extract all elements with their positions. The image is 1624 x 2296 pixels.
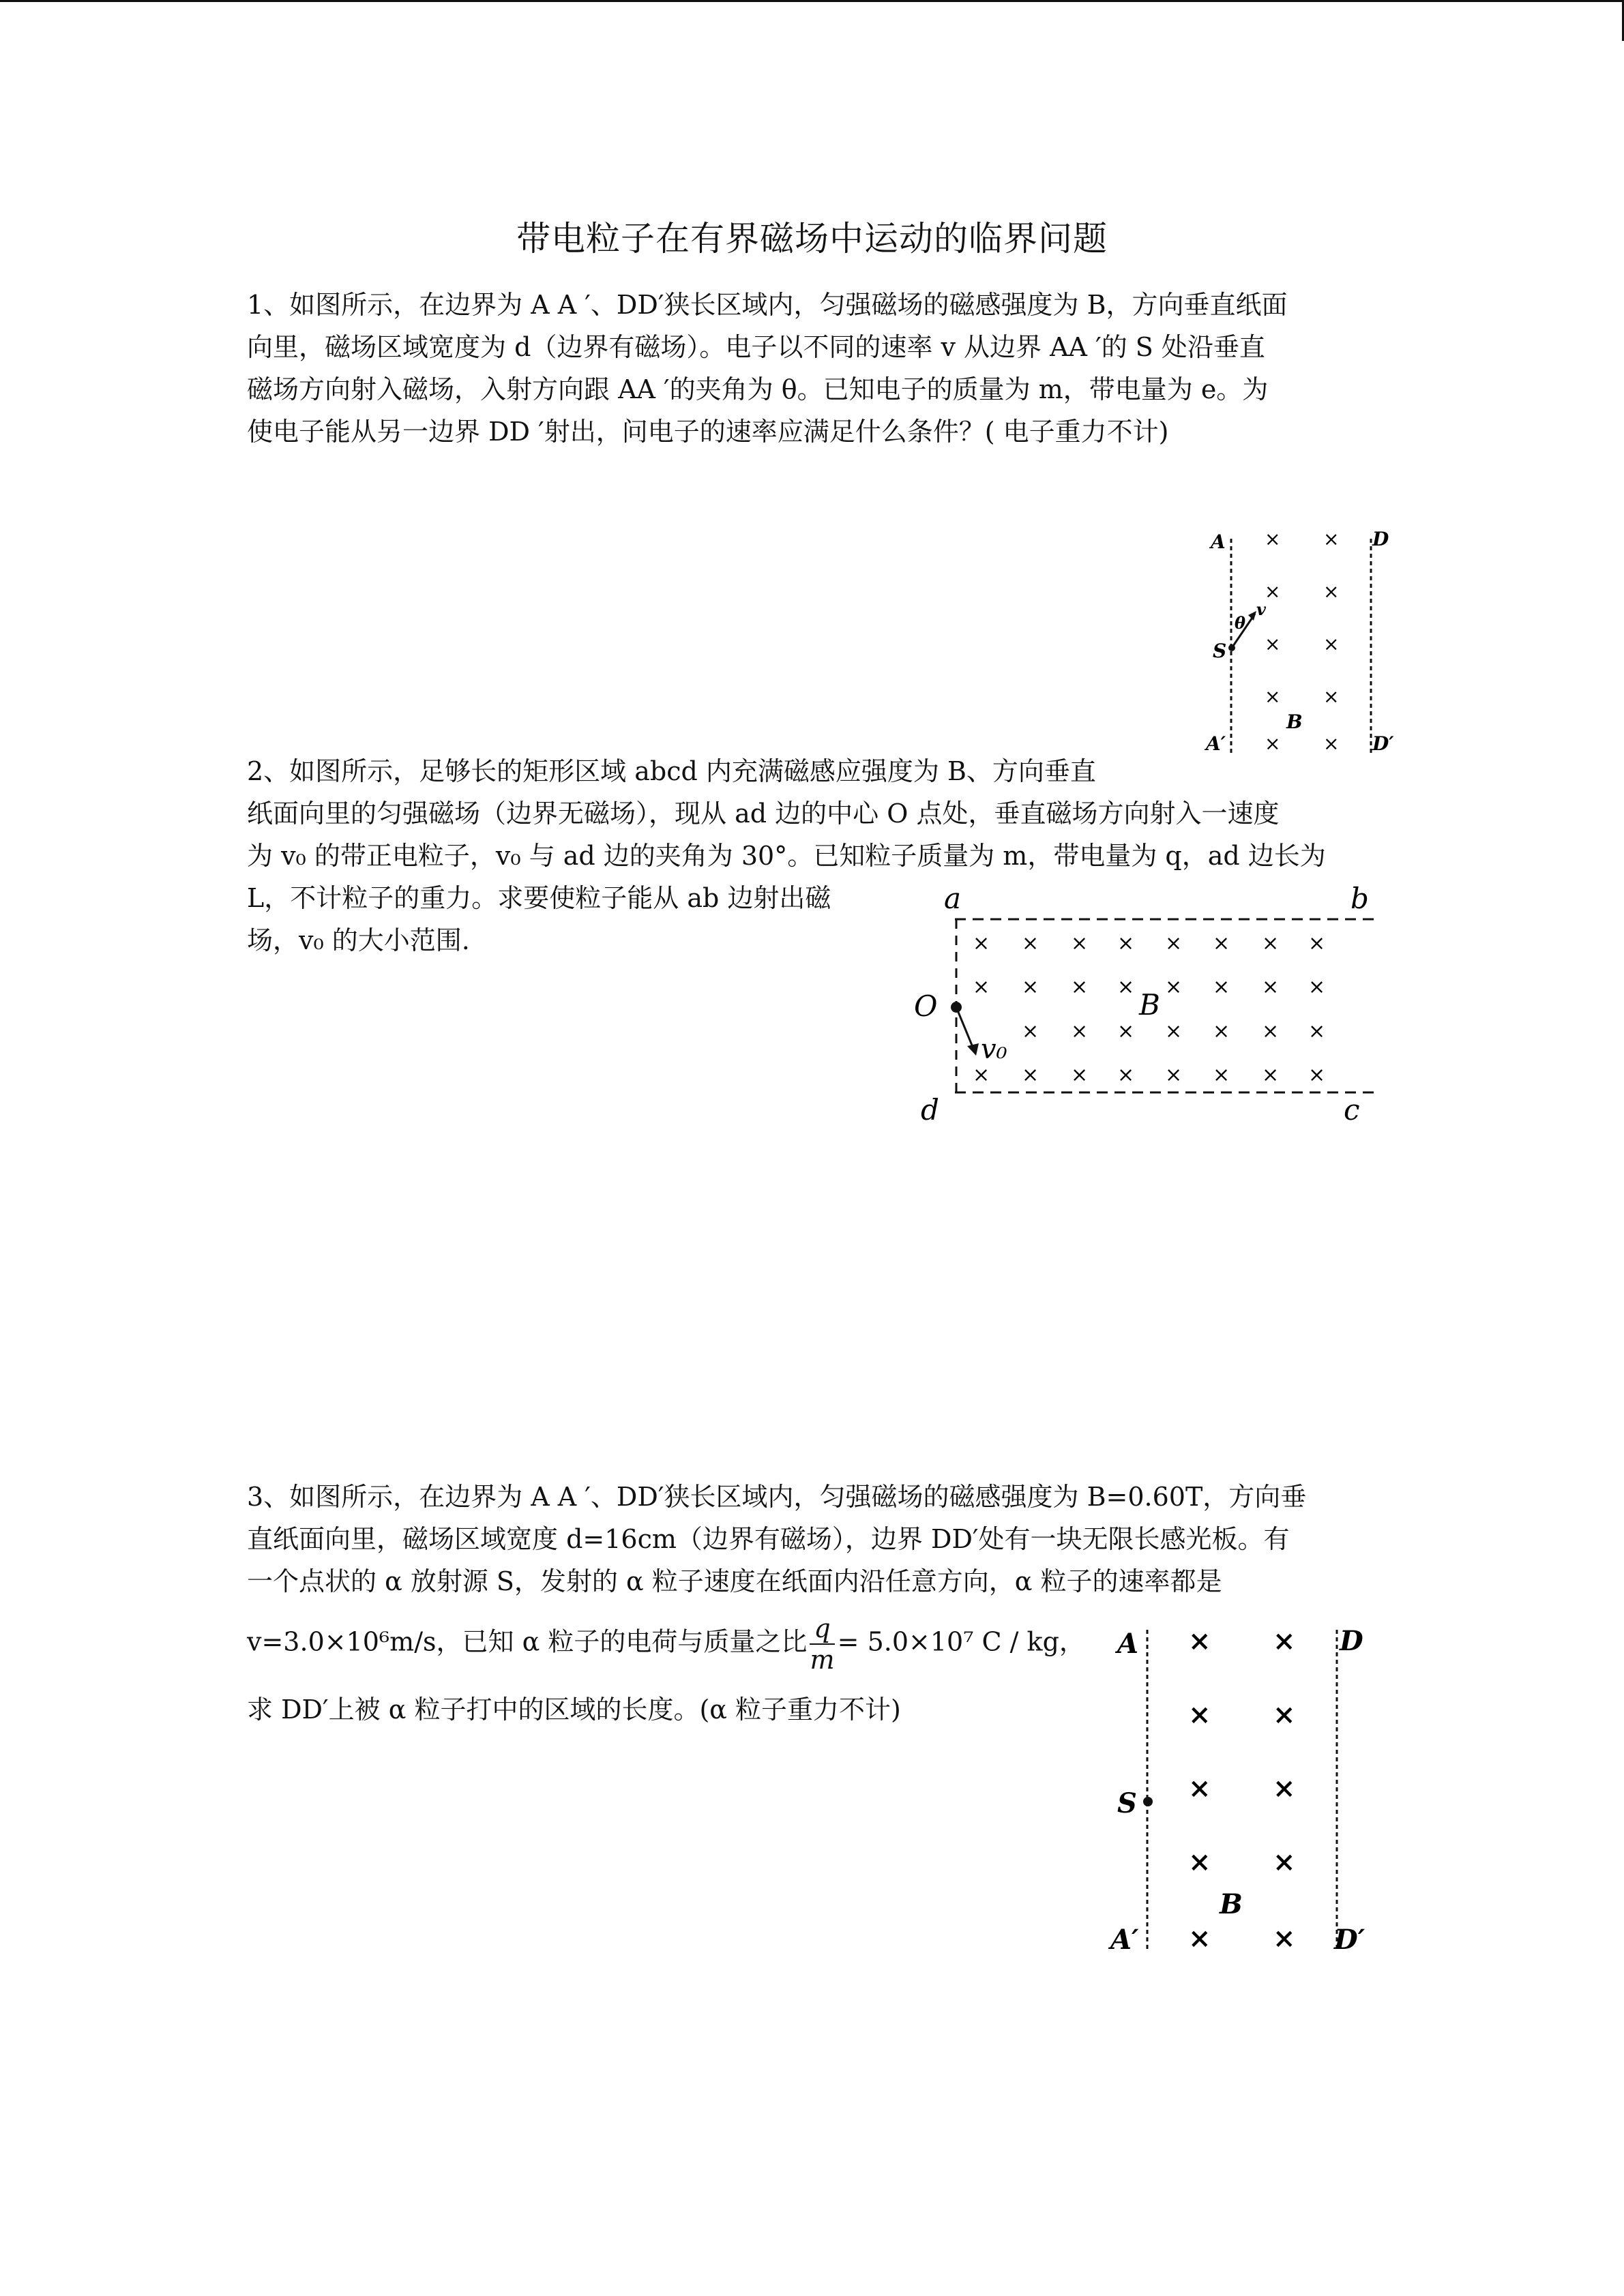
field-cross: × [1265, 528, 1281, 550]
label-d-prime: D′ [1372, 732, 1394, 755]
question-3-line-4-before: v=3.0×10⁶m/s，已知 α 粒子的电荷与质量之比 [247, 1626, 808, 1657]
label-a: A [1117, 1628, 1139, 1660]
label-a: a [944, 882, 962, 915]
field-cross: × [1273, 1922, 1296, 1954]
field-cross: × [1022, 975, 1039, 999]
field-cross: × [1262, 931, 1280, 955]
label-b: B [1286, 711, 1303, 733]
field-cross: × [1273, 1625, 1296, 1657]
field-cross: × [1213, 1019, 1230, 1043]
field-cross: × [1262, 1063, 1280, 1087]
field-cross: × [1273, 1772, 1296, 1804]
field-cross: × [1213, 1063, 1230, 1087]
question-3-line: 3、如图所示，在边界为 A A ′、DD′狭长区域内，匀强磁场的磁感强度为 B=0.60T，方向垂 [247, 1482, 1307, 1512]
field-cross: × [1188, 1772, 1211, 1804]
charge-mass-fraction [810, 1613, 834, 1675]
field-cross: × [1165, 931, 1183, 955]
field-cross: × [1323, 685, 1340, 708]
field-cross: × [1323, 633, 1340, 655]
question-1-line: 磁场方向射入磁场，入射方向跟 AA ′的夹角为 θ。已知电子的质量为 m，带电量为 e。为 [247, 374, 1269, 404]
question-3-line-4-after: = 5.0×10⁷ C / kg， [837, 1626, 1085, 1657]
label-s: S [1213, 640, 1227, 662]
field-cross: × [1188, 1846, 1211, 1878]
label-a: A [1211, 531, 1226, 553]
field-cross: × [1262, 1019, 1280, 1043]
label-b: B [1220, 1888, 1243, 1920]
field-cross: × [1273, 1699, 1296, 1731]
field-cross: × [1188, 1625, 1211, 1657]
question-3-line: 直纸面向里，磁场区域宽度 d=16cm（边界有磁场），边界 DD′处有一块无限长感光板。有 [247, 1524, 1290, 1554]
field-cross: × [1165, 975, 1183, 999]
velocity-arrowhead [967, 1043, 979, 1056]
field-cross: × [1117, 1063, 1135, 1087]
field-cross: × [1323, 580, 1340, 603]
field-cross: × [1022, 931, 1039, 955]
field-cross: × [973, 1063, 990, 1087]
field-cross: × [1117, 1019, 1135, 1043]
field-cross: × [1323, 528, 1340, 550]
label-o: O [914, 989, 938, 1023]
field-cross: × [1308, 975, 1326, 999]
field-cross: × [1308, 1019, 1326, 1043]
field-cross: × [1265, 580, 1281, 603]
label-a-prime: A′ [1110, 1924, 1139, 1956]
field-cross: × [1188, 1699, 1211, 1731]
top-border [0, 0, 1624, 2]
field-cross: × [1071, 1063, 1089, 1087]
question-3-line: 求 DD′上被 α 粒子打中的区域的长度。(α 粒子重力不计) [247, 1695, 901, 1725]
field-cross: × [1071, 1019, 1089, 1043]
label-d: d [921, 1093, 939, 1127]
field-cross: × [1071, 931, 1089, 955]
question-2-line: L，不计粒子的重力。求要使粒子能从 ab 边射出磁 [247, 883, 831, 913]
label-theta: θ [1235, 613, 1246, 633]
field-cross: × [1022, 1063, 1039, 1087]
field-cross: × [1273, 1846, 1296, 1878]
question-2-line: 2、如图所示，足够长的矩形区域 abcd 内充满磁感应强度为 B、方向垂直 [247, 756, 1096, 786]
field-cross: × [1323, 732, 1340, 755]
field-cross: × [1265, 732, 1281, 755]
question-1-text [247, 284, 1288, 453]
question-3-text [247, 1476, 1306, 1602]
label-a-prime: A′ [1206, 732, 1226, 755]
field-cross: × [1262, 975, 1280, 999]
field-cross: × [1022, 1019, 1039, 1043]
question-1-line: 使电子能从另一边界 DD ′射出，问电子的速率应满足什么条件？( 电子重力不计) [247, 417, 1169, 447]
label-b-field: B [1139, 988, 1160, 1022]
question-1-line: 向里，磁场区域宽度为 d（边界有磁场）。电子以不同的速率 v 从边界 AA ′的 S 处沿垂直 [247, 332, 1265, 362]
fraction-numerator: q [810, 1613, 834, 1645]
label-b: b [1350, 882, 1369, 915]
field-cross: × [1213, 931, 1230, 955]
fraction-denominator: m [810, 1645, 835, 1675]
page-title: 带电粒子在有界磁场中运动的临界问题 [516, 219, 1108, 258]
field-cross: × [1165, 1063, 1183, 1087]
field-cross: × [1117, 975, 1135, 999]
question-2-line: 场，v₀ 的大小范围. [247, 925, 470, 955]
question-1-figure [1200, 518, 1405, 764]
field-cross: × [973, 975, 990, 999]
field-cross: × [1265, 685, 1281, 708]
field-cross: × [1188, 1922, 1211, 1954]
field-cross: × [1071, 975, 1089, 999]
field-cross: × [973, 931, 990, 955]
question-2-line: 纸面向里的匀强磁场（边界无磁场），现从 ad 边的中心 O 点处，垂直磁场方向射入一速度 [247, 799, 1280, 829]
label-d: D [1372, 528, 1389, 550]
field-cross: × [1308, 931, 1326, 955]
question-1-line: 1、如图所示，在边界为 A A ′、DD′狭长区域内，匀强磁场的磁感强度为 B，方向垂直纸面 [247, 290, 1288, 320]
label-s: S [1117, 1787, 1137, 1819]
question-2-figure [900, 880, 1391, 1125]
field-cross: × [1265, 633, 1281, 655]
field-cross: × [1308, 1063, 1326, 1087]
label-c: c [1344, 1093, 1360, 1127]
label-d: D [1340, 1625, 1363, 1657]
field-cross: × [1165, 1019, 1183, 1043]
question-3-line-5 [247, 1688, 901, 1731]
label-v: v [1256, 599, 1266, 619]
question-2-line: 为 v₀ 的带正电粒子，v₀ 与 ad 边的夹角为 30°。已知粒子质量为 m，带电量为 q，ad 边长为 [247, 841, 1326, 871]
field-cross: × [1213, 975, 1230, 999]
question-3-figure [1105, 1616, 1378, 1964]
label-v0: v₀ [981, 1034, 1007, 1065]
question-3-line: 一个点状的 α 放射源 S，发射的 α 粒子速度在纸面内沿任意方向，α 粒子的速率都是 [247, 1566, 1222, 1596]
question-3-line-4 [247, 1613, 1085, 1675]
source-point [1143, 1797, 1153, 1806]
label-d-prime: D′ [1334, 1924, 1365, 1956]
velocity-arrow [956, 1007, 974, 1050]
field-cross: × [1117, 931, 1135, 955]
velocity-arrowhead [1248, 611, 1256, 621]
